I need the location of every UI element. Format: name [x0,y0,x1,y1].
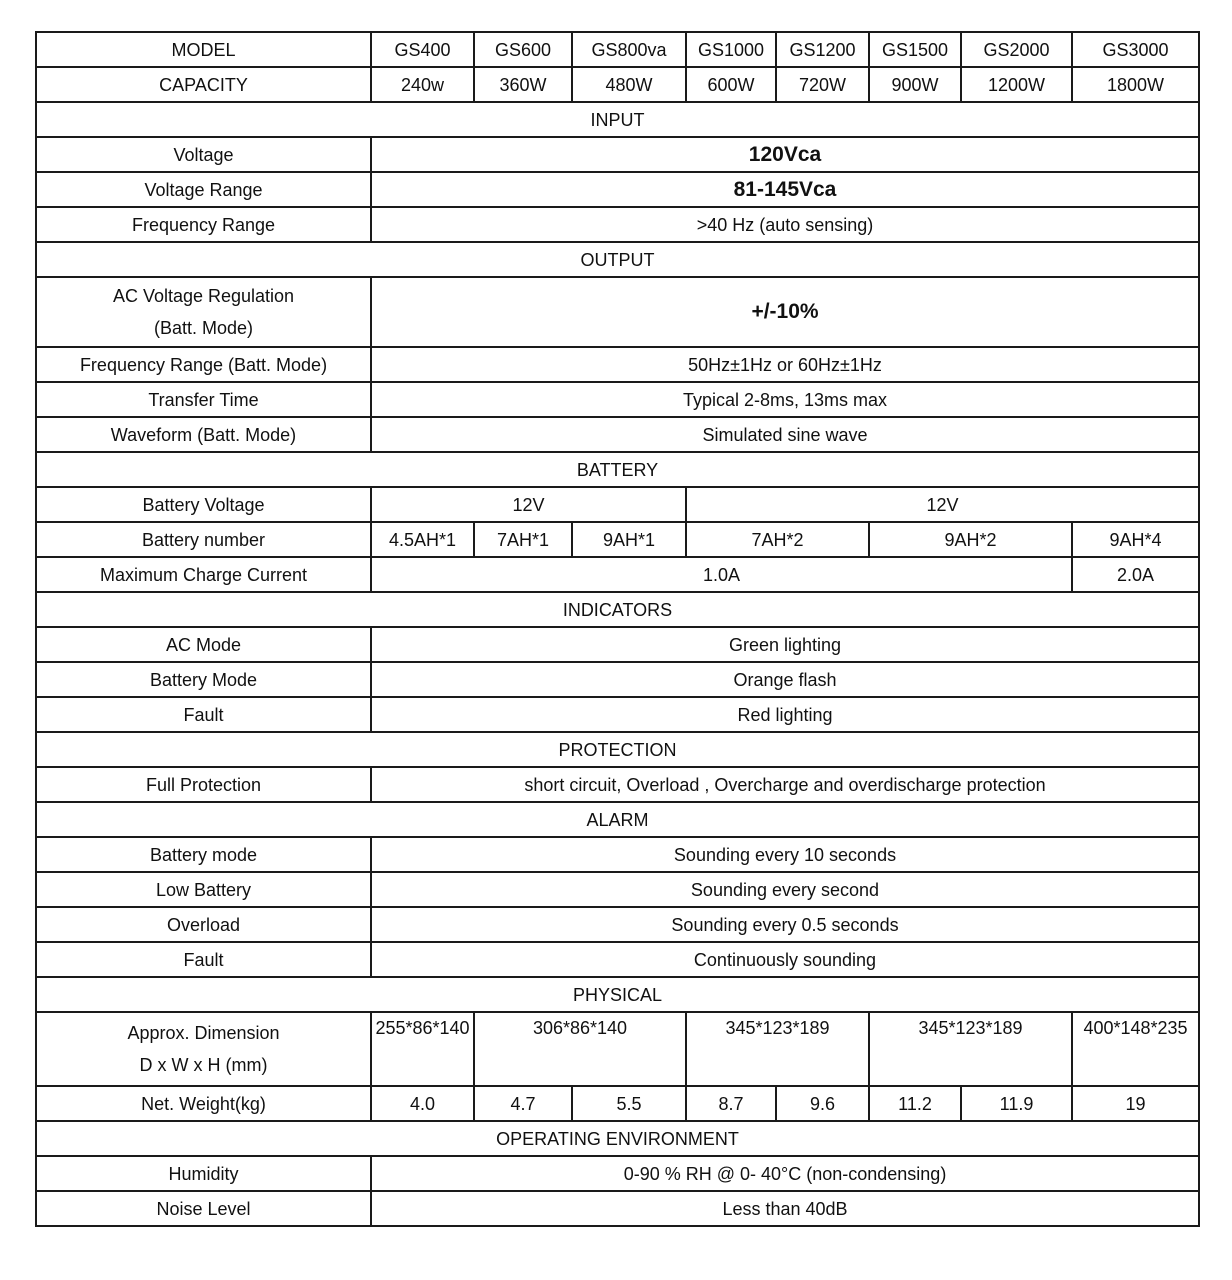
row-label: Frequency Range (Batt. Mode) [36,347,371,382]
ac-regulation-value: +/-10% [371,277,1199,347]
row-label [36,1012,371,1086]
battery-number-cell: 9AH*2 [869,522,1072,557]
row-label: Frequency Range [36,207,371,242]
weight-cell: 8.7 [686,1086,776,1121]
model-cell: GS800va [572,32,686,67]
transfer-time-value: Typical 2-8ms, 13ms max [371,382,1199,417]
section-input: INPUT [36,102,1199,137]
row-label: Low Battery [36,872,371,907]
model-label: MODEL [36,32,371,67]
weight-cell: 9.6 [776,1086,869,1121]
capacity-cell: 900W [869,67,961,102]
model-cell: GS1500 [869,32,961,67]
model-row [36,32,1199,67]
alarm-low-value: Sounding every second [371,872,1199,907]
capacity-cell: 240w [371,67,474,102]
row-label: Battery Voltage [36,487,371,522]
row-label: Maximum Charge Current [36,557,371,592]
ac-regulation-label: AC Voltage Regulation [112,286,295,306]
indicator-fault-value: Red lighting [371,697,1199,732]
weight-cell: 11.9 [961,1086,1072,1121]
row-label: Battery mode [36,837,371,872]
output-frequency-value: 50Hz±1Hz or 60Hz±1Hz [371,347,1199,382]
battery-number-cell: 7AH*1 [474,522,572,557]
dimension-sublabel: D x W x H (mm) [139,1055,268,1075]
row-label: Overload [36,907,371,942]
alarm-battery-value: Sounding every 10 seconds [371,837,1199,872]
section-output: OUTPUT [36,242,1199,277]
battery-number-cell: 9AH*1 [572,522,686,557]
row-label: Full Protection [36,767,371,802]
model-cell: GS1000 [686,32,776,67]
section-protection: PROTECTION [36,732,1199,767]
weight-cell: 19 [1072,1086,1199,1121]
model-cell: GS1200 [776,32,869,67]
input-voltage-value: 120Vca [371,137,1199,172]
capacity-cell: 600W [686,67,776,102]
battery-voltage-cell: 12V [371,487,686,522]
row-label: Battery number [36,522,371,557]
alarm-fault-value: Continuously sounding [371,942,1199,977]
weight-cell: 5.5 [572,1086,686,1121]
row-label [36,277,371,347]
row-label: Noise Level [36,1191,371,1226]
row-label: Transfer Time [36,382,371,417]
noise-value: Less than 40dB [371,1191,1199,1226]
battery-voltage-cell: 12V [686,487,1199,522]
section-alarm: ALARM [36,802,1199,837]
model-cell: GS3000 [1072,32,1199,67]
indicator-battery-value: Orange flash [371,662,1199,697]
row-label: Fault [36,942,371,977]
row-label: Net. Weight(kg) [36,1086,371,1121]
protection-value: short circuit, Overload , Overcharge and overdischarge protection [371,767,1199,802]
weight-cell: 4.7 [474,1086,572,1121]
alarm-overload-value: Sounding every 0.5 seconds [371,907,1199,942]
weight-cell: 11.2 [869,1086,961,1121]
model-cell: GS600 [474,32,572,67]
capacity-cell: 720W [776,67,869,102]
section-indicators: INDICATORS [36,592,1199,627]
input-voltage-range-value: 81-145Vca [371,172,1199,207]
row-label: Battery Mode [36,662,371,697]
charge-current-cell: 1.0A [371,557,1072,592]
ac-regulation-sublabel: (Batt. Mode) [153,318,254,338]
capacity-cell: 1200W [961,67,1072,102]
row-label: Voltage [36,137,371,172]
row-label: AC Mode [36,627,371,662]
capacity-label: CAPACITY [36,67,371,102]
row-label: Fault [36,697,371,732]
capacity-cell: 360W [474,67,572,102]
dimension-cell: 345*123*189 [686,1012,869,1086]
capacity-cell: 480W [572,67,686,102]
section-battery: BATTERY [36,452,1199,487]
section-environment: OPERATING ENVIRONMENT [36,1121,1199,1156]
humidity-value: 0-90 % RH @ 0- 40°C (non-condensing) [371,1156,1199,1191]
dimension-label: Approx. Dimension [127,1023,280,1043]
row-label: Humidity [36,1156,371,1191]
row-label: Voltage Range [36,172,371,207]
battery-number-cell: 4.5AH*1 [371,522,474,557]
indicator-ac-value: Green lighting [371,627,1199,662]
row-label: Waveform (Batt. Mode) [36,417,371,452]
section-physical: PHYSICAL [36,977,1199,1012]
model-cell: GS2000 [961,32,1072,67]
model-cell: GS400 [371,32,474,67]
charge-current-cell: 2.0A [1072,557,1199,592]
weight-cell: 4.0 [371,1086,474,1121]
dimension-cell: 306*86*140 [474,1012,686,1086]
input-frequency-value: >40 Hz (auto sensing) [371,207,1199,242]
dimension-cell: 400*148*235 [1072,1012,1199,1086]
waveform-value: Simulated sine wave [371,417,1199,452]
battery-number-cell: 9AH*4 [1072,522,1199,557]
dimension-cell: 255*86*140 [371,1012,474,1086]
capacity-cell: 1800W [1072,67,1199,102]
dimension-cell: 345*123*189 [869,1012,1072,1086]
battery-number-cell: 7AH*2 [686,522,869,557]
capacity-row [36,67,1199,102]
spec-table [35,31,1200,1227]
